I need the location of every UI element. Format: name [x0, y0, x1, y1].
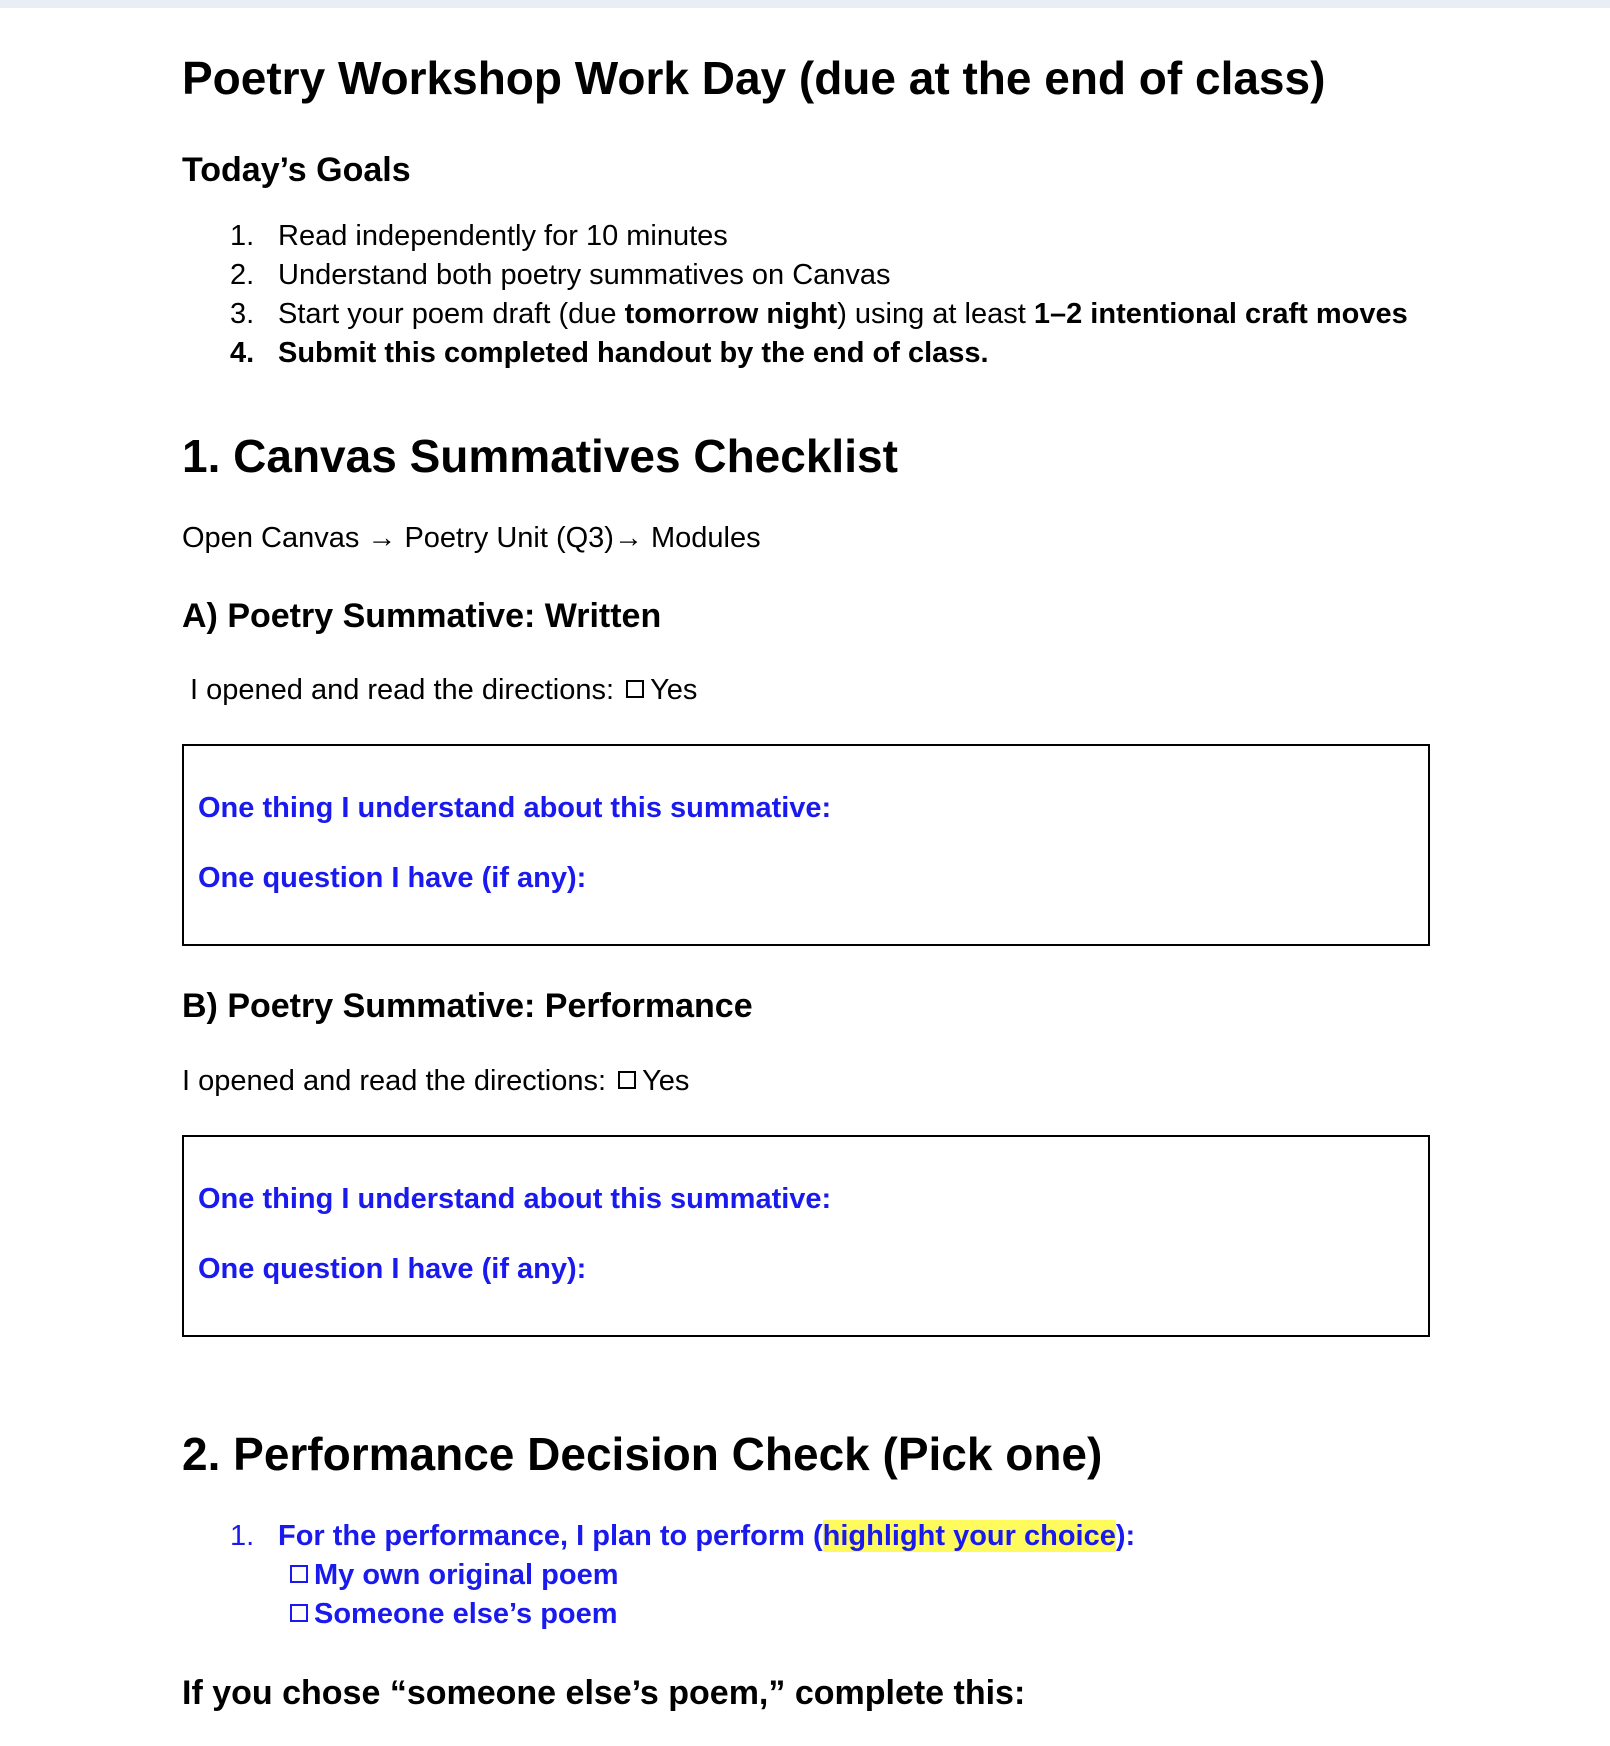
performance-choice-question	[182, 1518, 1382, 1558]
question-text-part: ):	[1115, 1520, 1136, 1552]
performance-response-box[interactable]	[182, 1135, 1430, 1337]
performance-summative-heading: B) Poetry Summative: Performance	[182, 987, 753, 1025]
top-bar	[0, 0, 1610, 8]
goal-craft-emphasis: 1–2 intentional craft moves	[1033, 298, 1408, 330]
goal-number: 2.	[230, 259, 255, 291]
goal-text: Read independently for 10 minutes	[278, 220, 728, 252]
written-response-box[interactable]	[182, 744, 1430, 946]
performance-yes-label: Yes	[642, 1065, 690, 1097]
document-title: Poetry Workshop Work Day (due at the end of class)	[182, 52, 1326, 104]
goal-number: 4.	[230, 337, 255, 369]
written-check-label: I opened and read the directions:	[190, 674, 615, 706]
highlight-instruction: highlight your choice	[822, 1520, 1116, 1552]
written-summative-heading: A) Poetry Summative: Written	[182, 597, 662, 635]
choice-original-poem[interactable]	[290, 1557, 619, 1593]
section2-heading: 2. Performance Decision Check (Pick one)	[182, 1428, 1103, 1480]
goal-due-emphasis: tomorrow night	[624, 298, 838, 330]
goal-number: 3.	[230, 298, 255, 330]
performance-check-row	[182, 1063, 689, 1099]
performance-understand-prompt: One thing I understand about this summative:	[198, 1183, 832, 1215]
performance-question-prompt: One question I have (if any):	[198, 1253, 587, 1285]
written-yes-label: Yes	[650, 674, 698, 706]
goals-heading: Today’s Goals	[182, 151, 411, 189]
choice-label: My own original poem	[314, 1559, 619, 1591]
choice-checkbox[interactable]	[290, 1565, 308, 1583]
goal-text-part: ) using at least	[837, 298, 1034, 330]
written-check-row	[190, 672, 697, 708]
goal-text-part: Start your poem draft (due	[278, 298, 625, 330]
goal-text: Submit this completed handout by the end of class.	[278, 337, 989, 369]
written-understand-prompt: One thing I understand about this summative:	[198, 792, 832, 824]
canvas-nav-path: Open Canvas → Poetry Unit (Q3)→ Modules	[182, 522, 761, 554]
choice-checkbox[interactable]	[290, 1604, 308, 1622]
followup-heading: If you chose “someone else’s poem,” complete this:	[182, 1674, 1026, 1712]
goal-number: 1.	[230, 220, 255, 252]
question-text	[278, 1518, 1135, 1554]
goal-text: Understand both poetry summatives on Canvas	[278, 259, 891, 291]
question-number: 1.	[230, 1520, 255, 1552]
performance-check-label: I opened and read the directions:	[182, 1065, 607, 1097]
goal-text	[278, 296, 1408, 332]
performance-yes-checkbox[interactable]	[618, 1071, 636, 1089]
choice-label: Someone else’s poem	[314, 1598, 618, 1630]
written-question-prompt: One question I have (if any):	[198, 862, 587, 894]
choice-someone-elses-poem[interactable]	[290, 1596, 618, 1632]
section1-heading: 1. Canvas Summatives Checklist	[182, 430, 898, 482]
question-text-part: For the performance, I plan to perform (	[278, 1520, 823, 1552]
written-yes-checkbox[interactable]	[626, 680, 644, 698]
